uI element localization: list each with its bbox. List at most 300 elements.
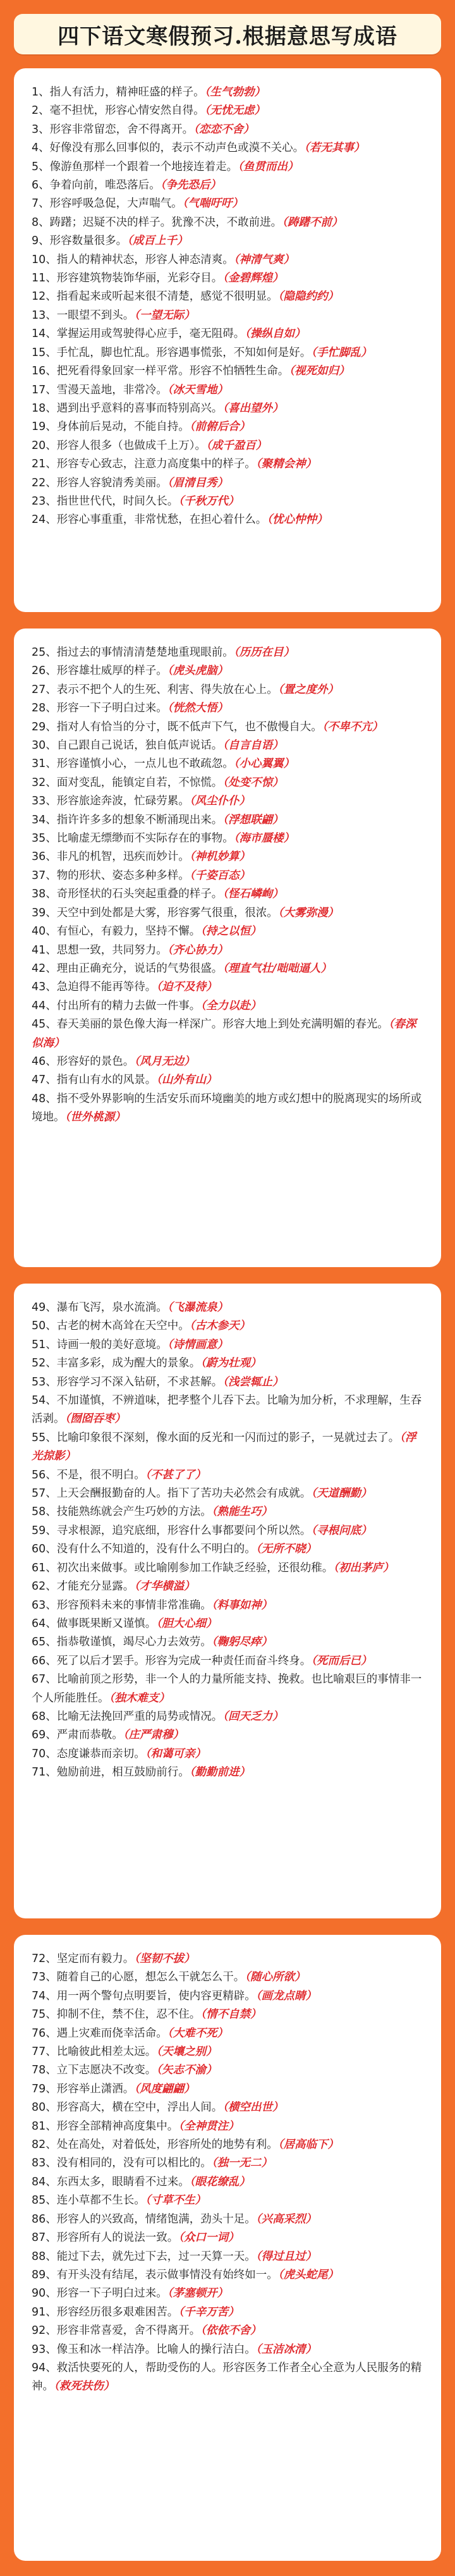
item-number: 50、 — [32, 1320, 57, 1333]
item-number: 84、 — [32, 2175, 57, 2188]
item-answer: （聚精会神） — [255, 458, 317, 471]
item-definition: 形容心事重重，非常忧愁，在担心着什么。 — [56, 513, 267, 527]
item-answer: （神机妙算） — [189, 850, 251, 864]
item-answer: （风尘仆仆） — [189, 795, 251, 808]
idiom-item — [32, 2229, 425, 2247]
idiom-item — [32, 1522, 425, 1540]
idiom-item — [32, 2211, 425, 2229]
idiom-item — [32, 1466, 425, 1485]
idiom-card-2 — [14, 629, 441, 1267]
item-answer: （冰天雪地） — [167, 383, 229, 396]
item-number: 33、 — [32, 795, 57, 808]
item-number: 18、 — [32, 402, 57, 415]
item-definition: 把死看得象回家一样平常。形容不怕牺牲生命。 — [56, 365, 289, 378]
item-answer: （无忧无虑） — [204, 104, 265, 118]
item-number: 62、 — [32, 1580, 57, 1593]
item-definition: 形容预料未来的事情非常准确。 — [56, 1598, 212, 1612]
item-answer: （虎头蛇尾） — [277, 2268, 339, 2281]
item-number: 90、 — [32, 2287, 57, 2300]
item-answer: （一望无际） — [134, 309, 195, 322]
item-definition: 比喻无法挽回严重的局势或情况。 — [56, 1710, 223, 1723]
item-number: 89、 — [32, 2268, 57, 2281]
idiom-item — [32, 1053, 425, 1071]
item-definition: 形容好的景色。 — [56, 1055, 135, 1068]
item-definition: 救活快要死的人，帮助受伤的人。形容医务工作者全心全意为人民服务的精神。 — [32, 2361, 422, 2393]
item-number: 46、 — [32, 1055, 57, 1068]
idiom-item — [32, 1429, 425, 1466]
item-answer: （恋恋不舍） — [193, 123, 255, 136]
item-definition: 死了以后才罢手。形容为完成一种责任而奋斗终身。 — [56, 1654, 312, 1667]
item-number: 22、 — [32, 476, 57, 489]
item-definition: 像玉和冰一样洁净。比喻人的操行洁白。 — [56, 2343, 256, 2356]
item-answer: （风月无边） — [134, 1055, 195, 1068]
item-answer: （迫不及待） — [156, 981, 217, 994]
item-number: 31、 — [32, 757, 57, 771]
item-definition: 好像没有那么回事似的，表示不动声色或漠不关心。 — [49, 142, 305, 155]
idiom-item — [32, 941, 425, 960]
item-answer: （庄严肃穆） — [123, 1729, 185, 1742]
item-definition: 思想一致，共同努力。 — [56, 943, 167, 957]
idiom-item — [32, 232, 425, 250]
item-definition: 形容非常留恋，舍不得离开。 — [49, 123, 194, 136]
item-answer: （气喘吁吁） — [182, 197, 243, 211]
item-answer: （玉洁冰清） — [255, 2343, 317, 2356]
item-definition: 形容专心致志，注意力高度集中的样子。 — [56, 458, 256, 471]
item-answer: （争先恐后） — [160, 179, 221, 192]
idiom-item — [32, 1559, 425, 1578]
item-answer: （不甚了了） — [145, 1468, 207, 1481]
item-number: 29、 — [32, 720, 57, 733]
item-answer: （千辛万苦） — [178, 2305, 240, 2319]
item-definition: 非凡的机智，迅疾而妙计。 — [56, 850, 190, 864]
item-answer: （置之度外） — [277, 683, 339, 696]
item-definition: 指对人有恰当的分寸，既不低声下气，也不傲慢自大。 — [56, 720, 322, 733]
item-number: 47、 — [32, 1074, 57, 1087]
item-answer: （和蔼可亲） — [145, 1747, 207, 1760]
idiom-item — [32, 195, 425, 213]
item-answer: （茅塞顿开） — [167, 2287, 229, 2300]
item-definition: 掌握运用或驾驶得心应手，毫无阻碍。 — [56, 328, 245, 341]
idiom-item — [32, 1708, 425, 1726]
idiom-item — [32, 737, 425, 755]
item-number: 9、 — [32, 235, 50, 248]
title-banner — [14, 14, 441, 54]
item-definition: 形容举止潇洒。 — [56, 2082, 135, 2095]
idiom-item — [32, 1090, 425, 1127]
item-answer: （无所不晓） — [255, 1543, 317, 1556]
item-definition: 指有山有水的风景。 — [56, 1074, 157, 1087]
item-number: 19、 — [32, 420, 57, 434]
item-answer: （春深似海） — [32, 1018, 416, 1050]
page-title: 四下语文寒假预习.根据意思写成语 — [58, 23, 397, 49]
item-answer: （成百上千） — [127, 235, 188, 248]
item-definition: 瀑布飞泻，泉水流淌。 — [56, 1301, 167, 1314]
item-number: 28、 — [32, 702, 57, 715]
idiom-item — [32, 1652, 425, 1671]
item-answer: （持之以恒） — [200, 925, 262, 938]
idiom-item — [32, 718, 425, 737]
idiom-item — [32, 1540, 425, 1559]
item-answer: （救死扶伤） — [54, 2380, 115, 2393]
item-definition: 做事既果断又谨慎。 — [56, 1617, 157, 1630]
item-number: 53、 — [32, 1375, 57, 1389]
item-definition: 连小草都不生长。 — [56, 2194, 145, 2207]
item-definition: 古老的树木高耸在天空中。 — [56, 1320, 190, 1333]
item-number: 73、 — [32, 1971, 57, 1984]
item-definition: 寻求根源，追究底细，形容什么事都要问个所以然。 — [56, 1524, 312, 1537]
idiom-item — [32, 1671, 425, 1708]
item-number: 78、 — [32, 2064, 57, 2077]
idiom-item — [32, 904, 425, 923]
item-definition: 理由正确充分，说话的气势很盛。 — [56, 962, 223, 975]
idiom-item — [32, 923, 425, 941]
idiom-item — [32, 344, 425, 362]
item-number: 92、 — [32, 2324, 57, 2338]
item-answer: （熟能生巧） — [211, 1506, 273, 1519]
item-definition: 形容人容貌清秀美丽。 — [56, 476, 167, 489]
item-answer: （寸草不生） — [145, 2194, 207, 2207]
idiom-item — [32, 978, 425, 997]
item-number: 38、 — [32, 888, 57, 901]
item-definition: 形容全部精神高度集中。 — [56, 2119, 179, 2133]
item-answer: （情不自禁） — [200, 2008, 262, 2021]
item-answer: （画龙点睛） — [255, 1989, 317, 2003]
item-answer: （历历在目） — [233, 646, 295, 659]
idiom-list — [32, 644, 425, 1127]
item-answer: （海市蜃楼） — [233, 832, 295, 845]
idiom-item — [32, 474, 425, 493]
item-answer: （大难不死） — [167, 2027, 229, 2040]
item-answer: （居高临下） — [277, 2138, 339, 2152]
item-answer: （回天乏力） — [222, 1710, 284, 1723]
item-number: 32、 — [32, 776, 57, 789]
item-definition: 没有相同的，没有可以相比的。 — [56, 2157, 212, 2170]
idiom-item — [32, 2341, 425, 2359]
item-answer: （金碧辉煌） — [222, 272, 284, 285]
idiom-item — [32, 2266, 425, 2285]
item-answer: （踌躇不前） — [282, 216, 343, 229]
idiom-item — [32, 699, 425, 718]
item-definition: 身体前后晃动，不能自持。 — [56, 420, 190, 434]
item-number: 41、 — [32, 943, 57, 957]
item-definition: 能过下去，就先过下去，过一天算一天。 — [56, 2250, 256, 2263]
item-answer: （忧心忡忡） — [267, 513, 328, 527]
item-number: 24、 — [32, 513, 57, 527]
item-number: 59、 — [32, 1524, 57, 1537]
item-number: 85、 — [32, 2194, 57, 2207]
item-definition: 比喻彼此相差太远。 — [56, 2045, 157, 2059]
idiom-item — [32, 2285, 425, 2303]
item-number: 70、 — [32, 1747, 57, 1760]
idiom-item — [32, 1763, 425, 1782]
idiom-item — [32, 2099, 425, 2117]
item-definition: 态度谦恭而亲切。 — [56, 1747, 145, 1760]
idiom-item — [32, 811, 425, 830]
item-number: 40、 — [32, 925, 57, 938]
item-answer: （自言自语） — [222, 739, 284, 752]
item-definition: 指不受外界影响的生活安乐而环境幽美的地方或幻想中的脱离现实的场所或境地。 — [32, 1092, 422, 1124]
idiom-item — [32, 1354, 425, 1373]
idiom-item — [32, 662, 425, 680]
idiom-item — [32, 2359, 425, 2396]
item-number: 17、 — [32, 383, 57, 396]
item-definition: 上天会酬报勤奋的人。指下了苦功夫必然会有成就。 — [56, 1487, 312, 1500]
item-number: 12、 — [32, 290, 57, 304]
item-answer: （横空出世） — [222, 2101, 284, 2114]
idiom-item — [32, 381, 425, 400]
idiom-item — [32, 2173, 425, 2192]
item-definition: 形容学习不深入钻研，不求甚解。 — [56, 1375, 223, 1389]
idiom-item — [32, 1317, 425, 1335]
item-number: 37、 — [32, 869, 57, 882]
item-definition: 比喻虚无缥缈而不实际存在的事物。 — [56, 832, 234, 845]
item-number: 56、 — [32, 1468, 57, 1481]
idiom-item — [32, 400, 425, 418]
item-number: 79、 — [32, 2082, 57, 2095]
item-answer: （千姿百态） — [189, 869, 251, 882]
item-definition: 春天美丽的景色像大海一样深广。形容大地上到处充满明媚的春光。 — [56, 1018, 389, 1031]
item-definition: 指看起来或听起来很不清楚，感觉不很明显。 — [56, 290, 278, 304]
idiom-item — [32, 1950, 425, 1968]
idiom-item — [32, 1503, 425, 1521]
item-answer: （寻根问底） — [311, 1524, 372, 1537]
item-number: 21、 — [32, 458, 57, 471]
item-number: 27、 — [32, 683, 57, 696]
idiom-card-1 — [14, 68, 441, 612]
idiom-item — [32, 251, 425, 269]
item-number: 63、 — [32, 1598, 57, 1612]
idiom-item — [32, 2303, 425, 2322]
item-number: 65、 — [32, 1636, 57, 1649]
idiom-item — [32, 362, 425, 381]
item-answer: （诗情画意） — [167, 1338, 229, 1351]
item-definition: 物的形状、姿态多种多样。 — [56, 869, 190, 882]
idiom-item — [32, 792, 425, 811]
item-number: 55、 — [32, 1431, 57, 1444]
item-answer: （喜出望外） — [222, 402, 284, 415]
item-definition: 天空中到处都是大雾，形容雾气很重，很浓。 — [56, 906, 278, 919]
item-definition: 技能熟练就会产生巧妙的方法。 — [56, 1506, 212, 1519]
idiom-item — [32, 1336, 425, 1354]
item-definition: 不加谨慎，不辨道味，把孝整个儿吞下去。比喻为加分析，不求理解，生吞活剥。 — [32, 1394, 422, 1426]
item-number: 7、 — [32, 197, 50, 211]
item-number: 82、 — [32, 2138, 57, 2152]
idiom-item — [32, 2118, 425, 2136]
item-number: 11、 — [32, 272, 57, 285]
idiom-item — [32, 511, 425, 529]
item-definition: 形容建筑物装饰华丽，光彩夺目。 — [56, 272, 223, 285]
item-number: 30、 — [32, 739, 57, 752]
item-answer: （依依不舍） — [200, 2324, 262, 2338]
item-number: 58、 — [32, 1506, 57, 1519]
idiom-item — [32, 102, 425, 120]
idiom-item — [32, 1392, 425, 1429]
item-number: 39、 — [32, 906, 57, 919]
item-definition: 雪漫天盖地，非常冷。 — [56, 383, 167, 396]
idiom-item — [32, 1578, 425, 1596]
item-answer: （前俯后合） — [189, 420, 251, 434]
item-answer: （成千盈百） — [206, 439, 267, 452]
item-number: 64、 — [32, 1617, 57, 1630]
idiom-item — [32, 83, 425, 102]
item-answer: （浮光掠影） — [32, 1431, 416, 1463]
item-answer: （眼花缭乱） — [189, 2175, 251, 2188]
item-answer: （理直气壮/咄咄逼人） — [222, 962, 332, 975]
item-definition: 毫不担忧，形容心情安然自得。 — [49, 104, 205, 118]
item-definition: 比喻印象很不深刻，像水面的反光和一闪而过的影子，一晃就过去了。 — [56, 1431, 400, 1444]
idiom-item — [32, 121, 425, 139]
item-definition: 指恭敬谨慎，竭尽心力去效劳。 — [56, 1636, 212, 1649]
item-number: 25、 — [32, 646, 57, 659]
item-definition: 指过去的事情清清楚楚地重现眼前。 — [56, 646, 234, 659]
idiom-item — [32, 214, 425, 232]
item-answer: （全神贯注） — [178, 2119, 240, 2133]
item-number: 91、 — [32, 2305, 57, 2319]
item-answer: （勤勤前进） — [189, 1766, 251, 1779]
item-definition: 处在高处，对着低处，形容所处的地势有利。 — [56, 2138, 278, 2152]
item-answer: （眉清目秀） — [167, 476, 229, 489]
item-answer: （蔚为壮观） — [200, 1357, 262, 1370]
idiom-item — [32, 1726, 425, 1745]
item-definition: 严肃而恭敬。 — [56, 1729, 123, 1742]
item-definition: 丰富多彩，成为醒大的景象。 — [56, 1357, 201, 1370]
item-answer: （恍然大悟） — [167, 702, 229, 715]
item-answer: （世外桃源） — [64, 1111, 126, 1124]
item-number: 57、 — [32, 1487, 57, 1500]
item-answer: （胆大心细） — [156, 1617, 217, 1630]
item-answer: （浮想联翩） — [222, 813, 284, 826]
item-answer: （处变不惊） — [222, 776, 284, 789]
idiom-item — [32, 493, 425, 511]
item-definition: 付出所有的精力去做一件事。 — [56, 999, 201, 1012]
item-number: 20、 — [32, 439, 57, 452]
item-answer: （视死如归） — [289, 365, 350, 378]
item-definition: 自己跟自己说话，独自低声说话。 — [56, 739, 223, 752]
item-definition: 形容数量很多。 — [49, 235, 128, 248]
item-number: 94、 — [32, 2361, 57, 2374]
item-number: 83、 — [32, 2157, 57, 2170]
idiom-item — [32, 307, 425, 325]
item-number: 88、 — [32, 2250, 57, 2263]
item-definition: 指许许多多的想象不断涌现出来。 — [56, 813, 223, 826]
idiom-item — [32, 997, 425, 1015]
item-definition: 形容一下子明白过来。 — [56, 702, 167, 715]
idiom-item — [32, 830, 425, 848]
item-definition: 诗画一般的美好意境。 — [56, 1338, 167, 1351]
item-definition: 形容人很多（也做成千上万）。 — [56, 439, 207, 452]
item-answer: （独一无二） — [211, 2157, 273, 2170]
item-number: 68、 — [32, 1710, 57, 1723]
item-number: 34、 — [32, 813, 57, 826]
idiom-item — [32, 2192, 425, 2210]
idiom-item — [32, 1485, 425, 1503]
item-definition: 形容谨慎小心，一点儿也不敢疏忽。 — [56, 757, 234, 771]
item-answer: （操纵自如） — [245, 328, 306, 341]
idiom-item — [32, 139, 425, 157]
item-number: 5、 — [32, 160, 50, 173]
item-definition: 形容高大，横在空中，浮出人间。 — [56, 2101, 223, 2114]
idiom-item — [32, 176, 425, 195]
item-number: 4、 — [32, 142, 50, 155]
idiom-item — [32, 288, 425, 306]
item-definition: 立下志愿决不改变。 — [56, 2064, 157, 2077]
item-number: 75、 — [32, 2008, 57, 2021]
item-answer: （神清气爽） — [233, 253, 295, 266]
item-answer: （山外有山） — [156, 1074, 217, 1087]
item-number: 35、 — [32, 832, 57, 845]
item-definition: 形容人的兴致高，情绪饱满，劲头十足。 — [56, 2212, 256, 2226]
item-answer: （不卑不亢） — [322, 720, 384, 733]
item-answer: （浅尝辄止） — [222, 1375, 284, 1389]
idiom-item — [32, 1071, 425, 1089]
item-answer: （坚韧不拔） — [134, 1953, 195, 1965]
idiom-item — [32, 2154, 425, 2173]
idiom-card-4 — [14, 1935, 441, 2561]
item-definition: 有开头没有结尾，表示做事情没有始终如一。 — [56, 2268, 278, 2281]
item-definition: 用一两个警句点明要旨，使内容更精辟。 — [56, 1989, 256, 2003]
idiom-item — [32, 1015, 425, 1053]
idiom-item — [32, 2080, 425, 2099]
item-definition: 指人的精神状态，形容人神态清爽。 — [56, 253, 234, 266]
idiom-item — [32, 848, 425, 866]
idiom-item — [32, 681, 425, 699]
item-answer: （怪石嶙峋） — [222, 888, 284, 901]
item-number: 80、 — [32, 2101, 57, 2114]
item-number: 69、 — [32, 1729, 57, 1742]
item-definition: 抑制不住，禁不住，忍不住。 — [56, 2008, 201, 2021]
item-number: 14、 — [32, 328, 57, 341]
idiom-item — [32, 644, 425, 662]
item-number: 1、 — [32, 86, 50, 99]
item-number: 81、 — [32, 2119, 57, 2133]
idiom-item — [32, 325, 425, 343]
item-answer: （众口一词） — [178, 2231, 240, 2245]
item-answer: （初出茅庐） — [333, 1561, 394, 1574]
item-number: 23、 — [32, 494, 57, 508]
item-number: 45、 — [32, 1018, 57, 1031]
item-definition: 才能充分显露。 — [56, 1580, 135, 1593]
item-number: 72、 — [32, 1953, 57, 1965]
item-definition: 奇形怪状的石头突起重叠的样子。 — [56, 888, 223, 901]
item-answer: （矢志不渝） — [156, 2064, 217, 2077]
item-answer: （囫囵吞枣） — [64, 1413, 126, 1426]
item-answer: （鱼贯而出） — [238, 160, 299, 173]
item-answer: （料事如神） — [211, 1598, 273, 1612]
item-definition: 初次出来做事。或比喻刚参加工作缺乏经验，还很幼稚。 — [56, 1561, 334, 1574]
item-number: 3、 — [32, 123, 50, 136]
item-answer: （隐隐约约） — [277, 290, 339, 304]
item-definition: 踌躇；迟疑不决的样子。犹豫不决，不敢前进。 — [49, 216, 282, 229]
idiom-item — [32, 1987, 425, 2006]
idiom-item — [32, 2136, 425, 2154]
item-definition: 遇到出乎意料的喜事而特别高兴。 — [56, 402, 223, 415]
item-definition: 急迫得不能再等待。 — [56, 981, 157, 994]
item-definition: 随着自己的心愿，想怎么干就怎么干。 — [56, 1971, 245, 1984]
item-definition: 形容所有人的说法一致。 — [56, 2231, 179, 2245]
item-number: 26、 — [32, 665, 57, 678]
item-number: 36、 — [32, 850, 57, 864]
item-definition: 指世世代代，时间久长。 — [56, 494, 179, 508]
item-definition: 没有什么不知道的，没有什么不明白的。 — [56, 1543, 256, 1556]
item-answer: （天壤之别） — [156, 2045, 217, 2059]
item-answer: （随心所欲） — [245, 1971, 306, 1984]
item-definition: 有恒心，有毅力，坚持不懈。 — [56, 925, 201, 938]
idiom-item — [32, 774, 425, 792]
item-definition: 争着向前，唯恐落后。 — [49, 179, 161, 192]
idiom-item — [32, 269, 425, 288]
idiom-item — [32, 2043, 425, 2061]
item-number: 8、 — [32, 216, 50, 229]
